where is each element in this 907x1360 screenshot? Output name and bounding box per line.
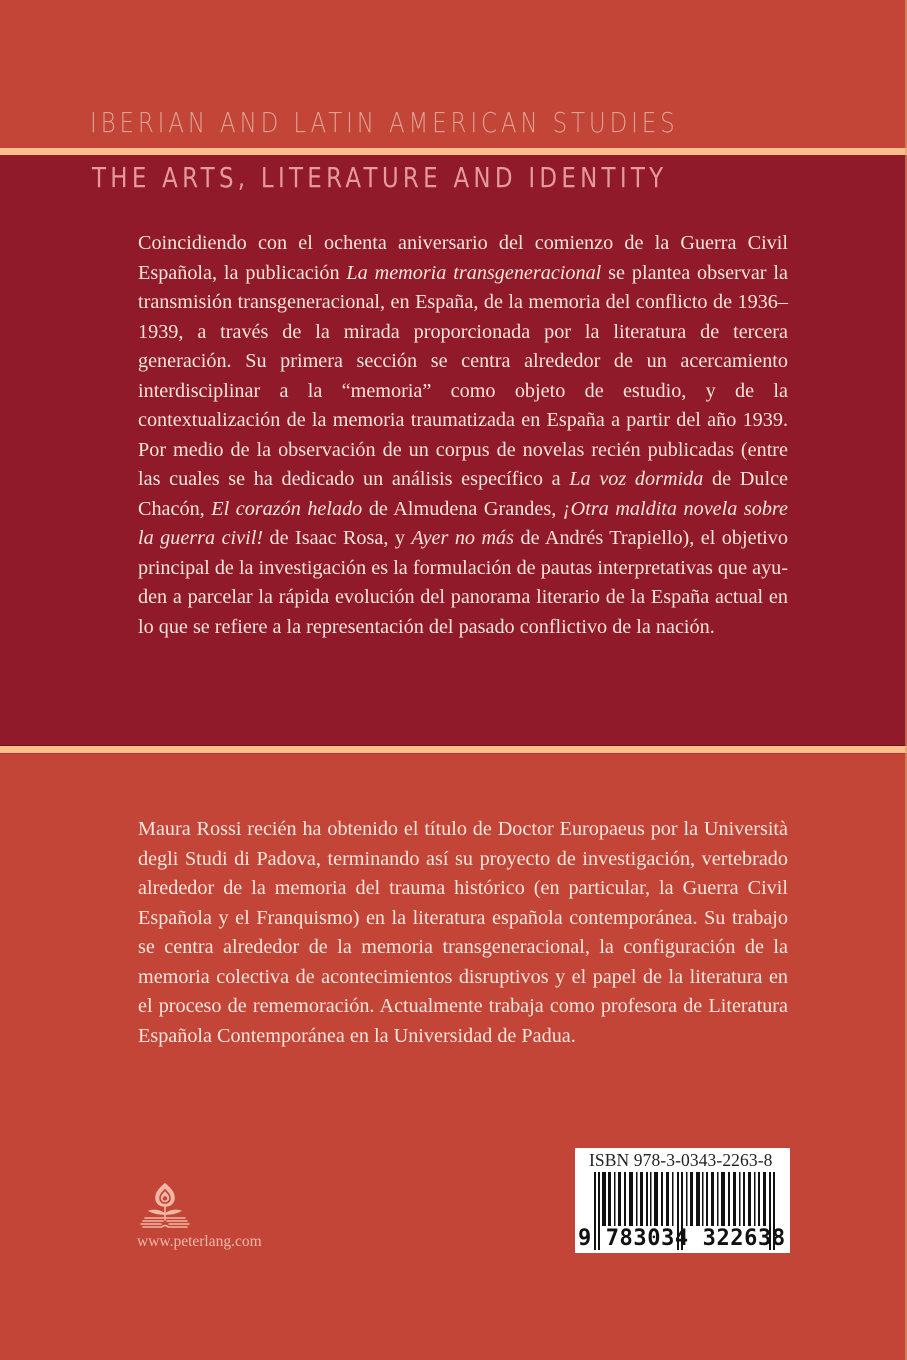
barcode-digits: 9 783034 322638 <box>578 1226 786 1251</box>
bottom-stripe <box>0 745 907 754</box>
author-bio: Maura Rossi recién ha obtenido el título de Doctor Europaeus por la Università degli Studi di Padova, terminando así su proyecto de investigación, vertebrado alrededor de la memoria del trauma histórico (en particular, la Guerra Civil Española y el Franquismo) en la literatura española contemporánea. Su trabajo se centra alrededor de la memoria transgeneracional, la configuración de la memoria colectiva de acontecimientos disruptivos y el papel de la literatura en el proceso de rememoración. Actualmente trabaja como profesora de Literatura Española Contemporánea en la Universidad de Padua. <box>138 818 788 1047</box>
isbn-barcode <box>575 1148 790 1253</box>
publisher-website-link[interactable]: www.peterlang.com <box>137 1233 262 1250</box>
top-stripe <box>0 148 907 156</box>
publisher-logo-icon <box>139 1180 191 1230</box>
cited-novel: ¡Otra maldita novela sobre la guerra civil! <box>138 497 788 549</box>
cited-novel: El corazón helado <box>211 497 363 520</box>
series-title: IBERIAN AND LATIN AMERICAN STUDIES <box>90 106 679 139</box>
book-description: Coincidiendo con el ochenta aniversario del comienzo de la Guerra Civil Española, la publicación La memoria transgeneracional se plantea observar la transmisión transgeneracional, en España, de la memoria del conflicto de 1936–1939, a través de la mirada proporcionada por la literatura de tercera generación. Su primera sección se centra alrededor de un acercamiento interdisciplinar a la “memoria” como objeto de estudio, y de la contextualización de la memoria traumatizada en España a partir del año 1939. Por medio de la observación de un corpus de novelas recién publicadas (entre las cuales se ha dedicado un análisis específico a La voz dormida de Dulce Chacón, El corazón helado de Almudena Grandes, ¡Otra maldita novela sobre la guerra civil! de Isaac Rosa, y Ayer no más de Andrés Trapiello), el objetivo principal de la investigación es la formulación de pautas interpretativas que ayuden a parcelar la rápida evolución del panorama literario de la España actual en lo que se refiere a la representación del pasado conflictivo de la nación. <box>138 232 788 638</box>
cited-novel: La voz dormida <box>569 468 704 490</box>
series-subtitle: THE ARTS, LITERATURE AND IDENTITY <box>92 161 668 194</box>
isbn-label: ISBN 978-3-0343-2263-8 <box>589 1150 773 1170</box>
cited-novel: Ayer no más <box>411 527 515 549</box>
book-title: La memoria transgeneracional <box>346 261 602 284</box>
